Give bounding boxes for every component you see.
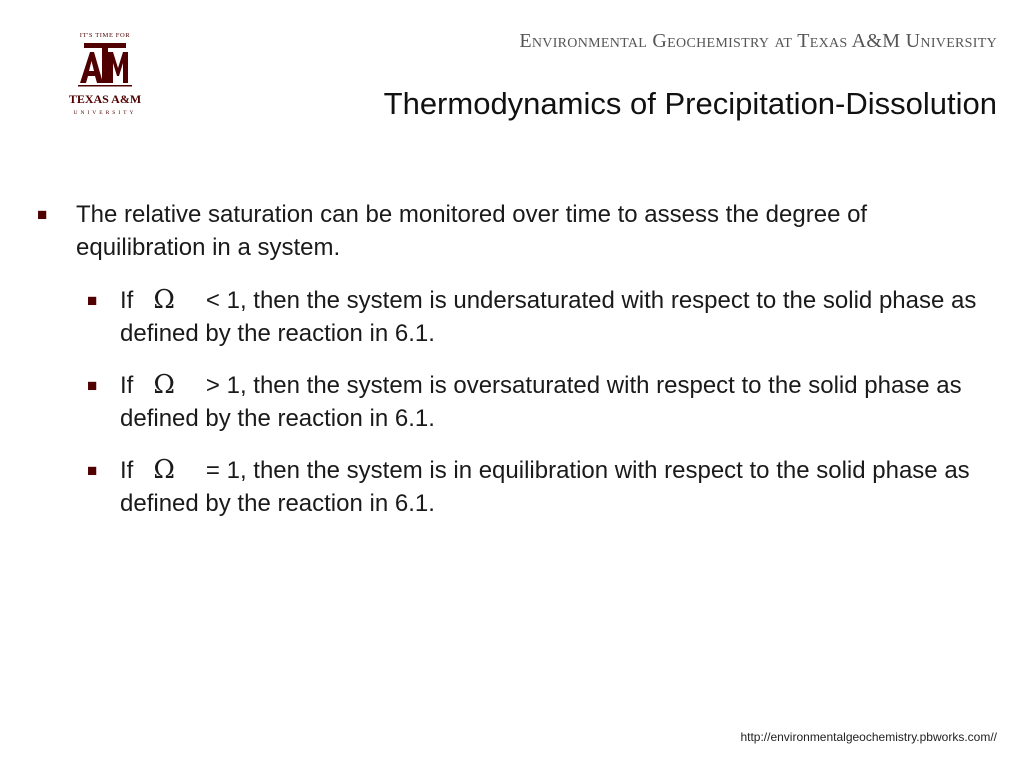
omega-symbol: Ω — [153, 285, 175, 315]
institution-header: Environmental Geochemistry at Texas A&M University — [519, 30, 997, 52]
bullet-marker-icon: ■ — [87, 461, 98, 480]
bullet-prefix: If — [120, 372, 134, 399]
logo-sub: UNIVERSITY — [73, 110, 137, 116]
bullet-marker-icon: ■ — [37, 205, 48, 224]
bullet-prefix: If — [120, 457, 134, 484]
atm-monogram-icon — [78, 43, 132, 87]
omega-symbol: Ω — [153, 455, 175, 485]
bullet-prefix: If — [120, 287, 134, 314]
footer-url-link[interactable]: http://environmentalgeochemistry.pbworks.com// — [740, 730, 997, 744]
bullet-main-text: The relative saturation can be monitored over time to assess the degree of equilibration in a system. — [76, 201, 868, 261]
texas-am-logo — [62, 30, 148, 118]
logo-graphic — [62, 30, 148, 118]
bullet-marker-icon: ■ — [87, 376, 98, 395]
slide-content — [37, 198, 992, 539]
logo-name: TEXAS A&M — [68, 92, 142, 106]
bullet-sub-text: = 1, then the system is in equilibration with respect to the solid phase as defined by the reaction in 6.1. — [120, 457, 970, 517]
bullet-sub-equilibration — [37, 454, 992, 520]
bullet-sub-text: < 1, then the system is undersaturated with respect to the solid phase as defined by the reaction in 6.1. — [120, 287, 977, 347]
bullet-sub-oversaturated — [37, 369, 992, 435]
omega-symbol: Ω — [153, 370, 175, 400]
slide-title: Thermodynamics of Precipitation-Dissolution — [383, 86, 997, 121]
bullet-marker-icon: ■ — [87, 291, 98, 310]
bullet-main — [37, 198, 992, 264]
logo-tagline: IT'S TIME FOR — [79, 32, 131, 39]
bullet-sub-text: > 1, then the system is oversaturated with respect to the solid phase as defined by the reaction in 6.1. — [120, 372, 962, 432]
bullet-sub-undersaturated — [37, 284, 992, 350]
